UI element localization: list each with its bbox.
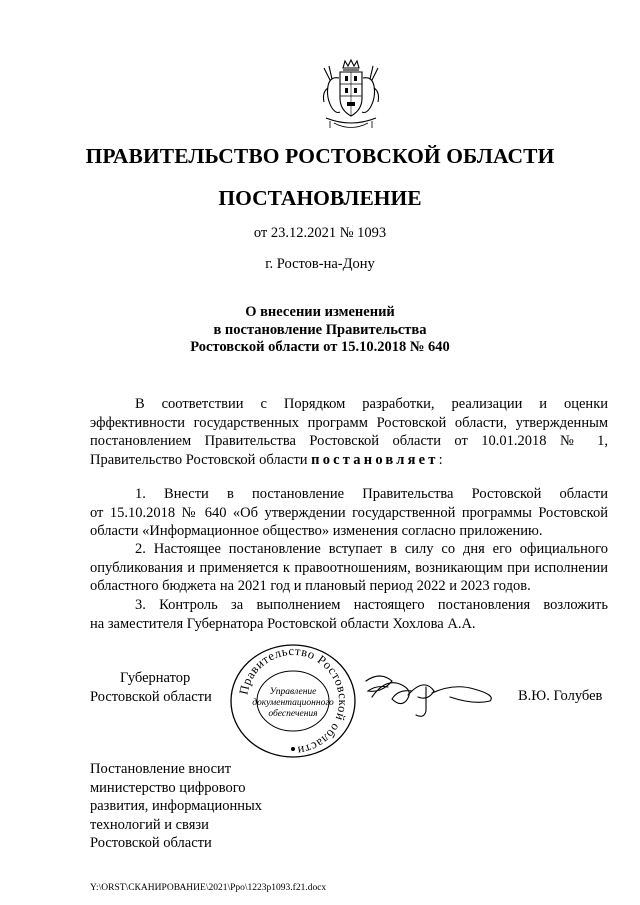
subject-line: Ростовской области от 15.10.2018 № 640 (190, 339, 450, 355)
signer-position (90, 669, 212, 707)
submitted-by-line: развития, информационных (90, 798, 263, 815)
seal-inner-text: Управление (269, 687, 317, 697)
seal-inner-text: документационного (252, 698, 334, 708)
resolution-text: Правительство Ростовской области (90, 451, 312, 468)
paragraph-line: областного бюджета на 2021 год и плановый период 2022 и 2023 годов. (90, 578, 531, 594)
official-seal (229, 642, 357, 760)
subject-line: О внесении изменений (245, 304, 395, 320)
preamble-paragraph (90, 395, 608, 469)
resolves-word: постановляет (311, 451, 439, 468)
paragraph-line: 3. Контроль за выполнением настоящего постановления возложить (135, 597, 608, 613)
paragraph-line: В соответствии с Порядком разработки, реализации и оценки (135, 396, 608, 412)
coat-of-arms-icon (318, 58, 384, 132)
submitted-by-line: Постановление вносит (90, 761, 232, 777)
signer-position-line: Губернатор (120, 670, 191, 686)
clause-1 (90, 485, 608, 541)
file-path-footer: Y:\ORST\СКАНИРОВАНИЕ\2021\Ppo\1223p1093.f21.docx (90, 883, 327, 893)
subject-line: в постановление Правительства (213, 321, 427, 338)
submitted-by-block (90, 760, 262, 853)
submitted-by-line: Ростовской области (90, 835, 212, 852)
resolution-colon: : (438, 451, 443, 468)
clause-3 (90, 596, 608, 633)
paragraph-line: от 15.10.2018 № 640 «Об утверждении государственной программы Ростовской (90, 504, 608, 521)
submitted-by-line: министерство цифрового (90, 779, 246, 796)
document-city: г. Ростов-на-Дону (265, 256, 375, 272)
government-title: ПРАВИТЕЛЬСТВО РОСТОВСКОЙ ОБЛАСТИ (85, 144, 555, 168)
document-subject (0, 304, 640, 357)
signer-name: В.Ю. Голубев (518, 688, 603, 704)
paragraph-line: эффективности государственных программ Ростовской области, утвержденным (90, 414, 608, 431)
seal-inner-text: обеспечения (268, 709, 318, 719)
document-type-title: ПОСТАНОВЛЕНИЕ (218, 186, 422, 210)
paragraph-line: области «Информационное общество» изменения согласно приложению. (90, 523, 543, 539)
seal-ring-text: Правительство Ростовской области (236, 643, 351, 758)
submitted-by-line: технологий и связи (90, 816, 209, 833)
handwritten-signature (362, 667, 498, 723)
document-date-number: от 23.12.2021 № 1093 (253, 225, 387, 241)
paragraph-line: 1. Внести в постановление Правительства Ростовской области (135, 486, 608, 502)
clause-2 (90, 540, 608, 596)
paragraph-line (90, 451, 608, 470)
paragraph-line: опубликования и применяется к правоотношениям, возникающим при исполнении (90, 559, 608, 576)
paragraph-line: на заместителя Губернатора Ростовской области Хохлова А.А. (90, 615, 476, 632)
paragraph-line: 2. Настоящее постановление вступает в силу со дня его официального (135, 541, 608, 557)
signer-position-line: Ростовской области (90, 689, 212, 705)
paragraph-line: постановлением Правительства Ростовской области от 10.01.2018 № 1, (90, 433, 608, 449)
